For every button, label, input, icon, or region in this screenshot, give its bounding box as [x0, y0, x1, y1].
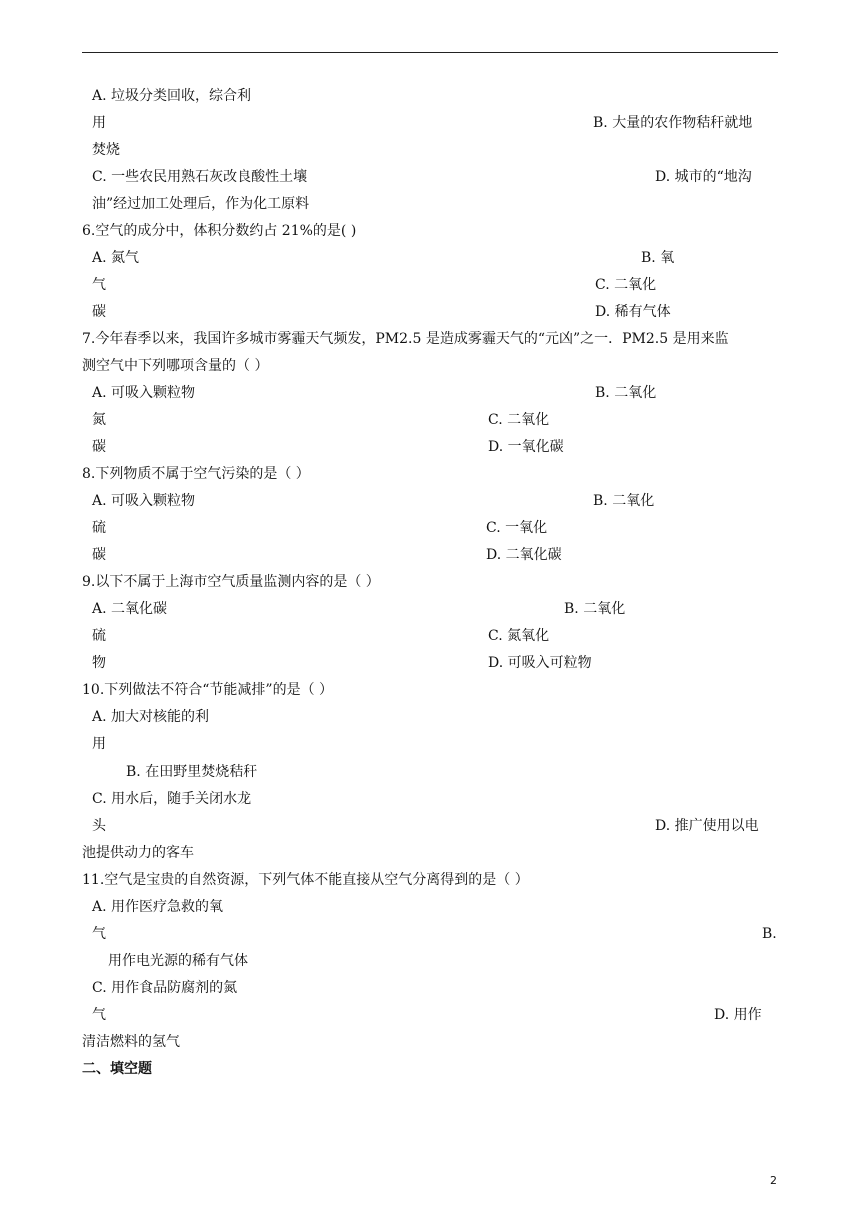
option-c-q8: C. 一氧化	[486, 520, 548, 536]
option-a-q10-cont: 用	[92, 736, 106, 752]
header-rule	[82, 52, 778, 53]
option-a-q6: A. 氮气	[92, 250, 140, 266]
option-a-q9: A. 二氧化碳	[92, 601, 168, 617]
option-b-q6-cont: 气	[92, 277, 106, 293]
option-b-q11-cont: 用作电光源的稀有气体	[108, 953, 248, 969]
option-d-q11: D. 用作	[714, 1007, 762, 1023]
option-b-q5-cont: 焚烧	[92, 142, 120, 158]
option-c-q9-cont: 物	[92, 655, 106, 671]
option-c-q10-cont: 头	[92, 818, 106, 834]
option-a-q10: A. 加大对核能的利	[92, 709, 210, 725]
option-c-q6: C. 二氧化	[595, 277, 657, 293]
option-a-q11-cont: 气	[92, 926, 106, 942]
option-b-q9-cont: 硫	[92, 628, 106, 644]
option-c-q7-cont: 碳	[92, 439, 106, 455]
option-c-q11-cont: 气	[92, 1007, 106, 1023]
option-a-q8: A. 可吸入颗粒物	[92, 493, 196, 509]
option-d-q10: D. 推广使用以电	[655, 818, 759, 834]
option-b-q5: B. 大量的农作物秸秆就地	[593, 115, 753, 131]
option-c-q9: C. 氮氧化	[488, 628, 550, 644]
option-a-q11: A. 用作医疗急救的氧	[92, 899, 224, 915]
option-b-q10: B. 在田野里焚烧秸秆	[126, 764, 258, 780]
question-8: 8.下列物质不属于空气污染的是（ ）	[82, 466, 310, 482]
question-7-cont: 测空气中下列哪项含量的（ ）	[82, 358, 269, 374]
option-d-q8: D. 二氧化碳	[486, 547, 562, 563]
option-d-q6: D. 稀有气体	[595, 304, 671, 320]
question-10: 10.下列做法不符合“节能减排”的是（ ）	[82, 682, 334, 698]
option-b-q11: B.	[762, 926, 777, 942]
option-d-q10-cont: 池提供动力的客车	[82, 845, 194, 861]
question-7: 7.今年春季以来，我国许多城市雾霾天气频发，PM2.5 是造成雾霾天气的“元凶”之一．PM2.5 是用来监	[82, 331, 729, 347]
question-6: 6.空气的成分中，体积分数约占 21%的是( )	[82, 223, 357, 239]
question-11: 11.空气是宝贵的自然资源，下列气体不能直接从空气分离得到的是（ ）	[82, 872, 529, 888]
question-9: 9.以下不属于上海市空气质量监测内容的是（ ）	[82, 574, 380, 590]
option-d-q11-cont: 清洁燃料的氢气	[82, 1034, 180, 1050]
option-a-q5: A. 垃圾分类回收，综合利	[92, 88, 252, 104]
option-b-q9: B. 二氧化	[564, 601, 626, 617]
page-number: 2	[770, 1174, 777, 1187]
option-c-q5: C. 一些农民用熟石灰改良酸性土壤	[92, 169, 308, 185]
option-c-q7: C. 二氧化	[488, 412, 550, 428]
option-d-q9: D. 可吸入可粒物	[488, 655, 592, 671]
option-a-q7: A. 可吸入颗粒物	[92, 385, 196, 401]
option-d-q7: D. 一氧化碳	[488, 439, 564, 455]
option-c-q11: C. 用作食品防腐剂的氮	[92, 980, 238, 996]
option-c-q6-cont: 碳	[92, 304, 106, 320]
option-b-q6: B. 氧	[641, 250, 675, 266]
option-d-q5: D. 城市的“地沟	[655, 169, 752, 185]
option-b-q7: B. 二氧化	[595, 385, 657, 401]
option-d-q5-cont: 油”经过加工处理后，作为化工原料	[92, 196, 310, 212]
option-b-q8-cont: 硫	[92, 520, 106, 536]
option-a-q5-cont: 用	[92, 115, 106, 131]
option-c-q8-cont: 碳	[92, 547, 106, 563]
option-c-q10: C. 用水后，随手关闭水龙	[92, 791, 252, 807]
option-b-q7-cont: 氮	[92, 412, 106, 428]
option-b-q8: B. 二氧化	[593, 493, 655, 509]
section-heading-fill-in: 二、填空题	[82, 1061, 152, 1077]
